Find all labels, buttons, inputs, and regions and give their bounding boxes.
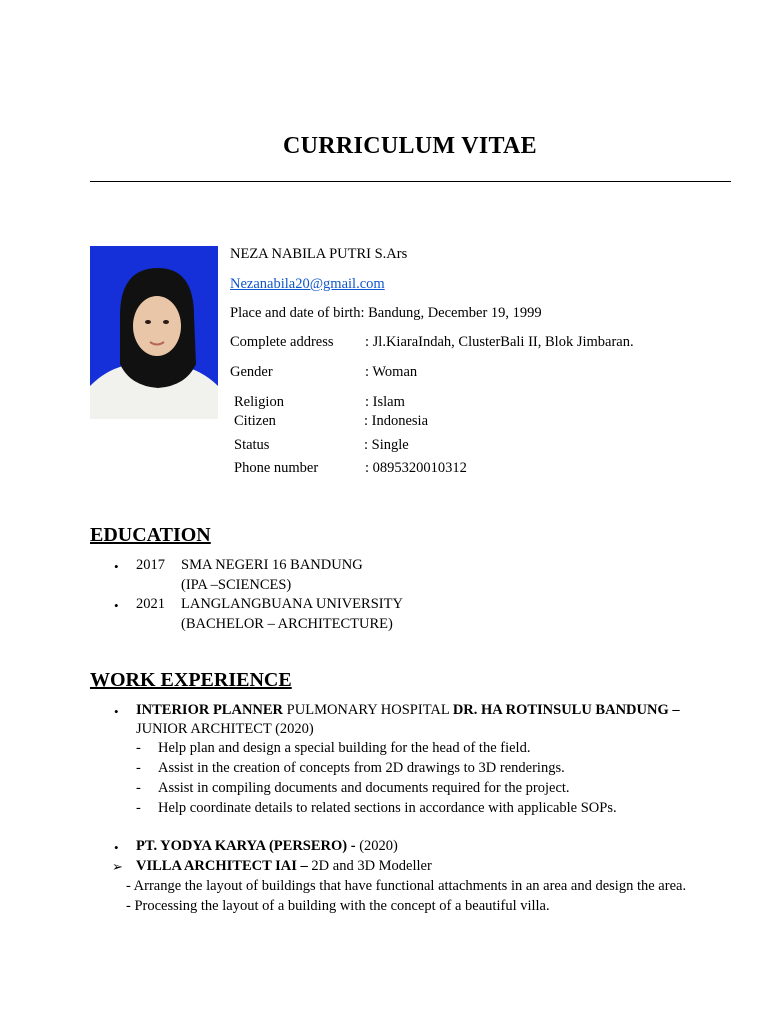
job1-duty: Help plan and design a special building for the head of the field. — [158, 740, 531, 756]
dash: - — [136, 800, 141, 816]
page-title: CURRICULUM VITAE — [283, 133, 537, 159]
religion-label: Religion — [234, 394, 284, 410]
job1-title: INTERIOR PLANNER PULMONARY HOSPITAL DR. HA ROTINSULU BANDUNG – — [136, 702, 680, 718]
status-value: : Single — [364, 437, 409, 453]
work-experience-heading: WORK EXPERIENCE — [90, 669, 292, 691]
gender-label: Gender — [230, 364, 273, 380]
address-value: : Jl.KiaraIndah, ClusterBali II, Blok Jimbaran. — [365, 334, 634, 350]
education-school: LANGLANGBUANA UNIVERSITY — [181, 596, 403, 612]
profile-email-link[interactable]: Nezanabila20@gmail.com — [230, 276, 385, 292]
education-school: SMA NEGERI 16 BANDUNG — [181, 557, 363, 573]
status-label: Status — [234, 437, 270, 453]
job2-duty: - Arrange the layout of buildings that have functional attachments in an area and design the area. — [126, 878, 687, 894]
profile-photo — [90, 246, 218, 419]
phone-value: : 0895320010312 — [365, 460, 467, 476]
citizen-value: : Indonesia — [364, 413, 429, 429]
education-major: (IPA –SCIENCES) — [181, 577, 292, 593]
profile-name: NEZA NABILA PUTRI S.Ars — [230, 246, 408, 262]
education-major: (BACHELOR – ARCHITECTURE) — [181, 616, 393, 632]
bullet-icon: • — [114, 704, 119, 719]
job2-company: PT. YODYA KARYA (PERSERO) - (2020) — [136, 838, 398, 854]
job2-role: VILLA ARCHITECT IAI – 2D and 3D Modeller — [136, 858, 432, 874]
job1-duty: Assist in compiling documents and documents required for the project. — [158, 780, 570, 796]
bullet-icon: • — [114, 840, 119, 855]
job1-subtitle: JUNIOR ARCHITECT (2020) — [136, 721, 314, 737]
job2-duty: - Processing the layout of a building with the concept of a beautiful villa. — [126, 898, 550, 914]
bullet-icon: • — [114, 559, 119, 574]
job1-duty: Assist in the creation of concepts from 2D drawings to 3D renderings. — [158, 760, 565, 776]
citizen-label: Citizen — [234, 413, 276, 429]
title-divider — [90, 181, 731, 182]
gender-value: : Woman — [365, 364, 418, 380]
address-label: Complete address — [230, 334, 334, 350]
job1-duty: Help coordinate details to related sections in accordance with applicable SOPs. — [158, 800, 617, 816]
phone-label: Phone number — [234, 460, 319, 476]
dash: - — [136, 780, 141, 796]
arrow-bullet-icon: ➢ — [112, 859, 123, 874]
dash: - — [136, 740, 141, 756]
education-year: 2021 — [136, 596, 165, 612]
religion-value: : Islam — [365, 394, 405, 410]
bullet-icon: • — [114, 598, 119, 613]
dash: - — [136, 760, 141, 776]
education-heading: EDUCATION — [90, 524, 211, 546]
education-year: 2017 — [136, 557, 165, 573]
profile-birth: Place and date of birth: Bandung, December 19, 1999 — [230, 305, 542, 321]
